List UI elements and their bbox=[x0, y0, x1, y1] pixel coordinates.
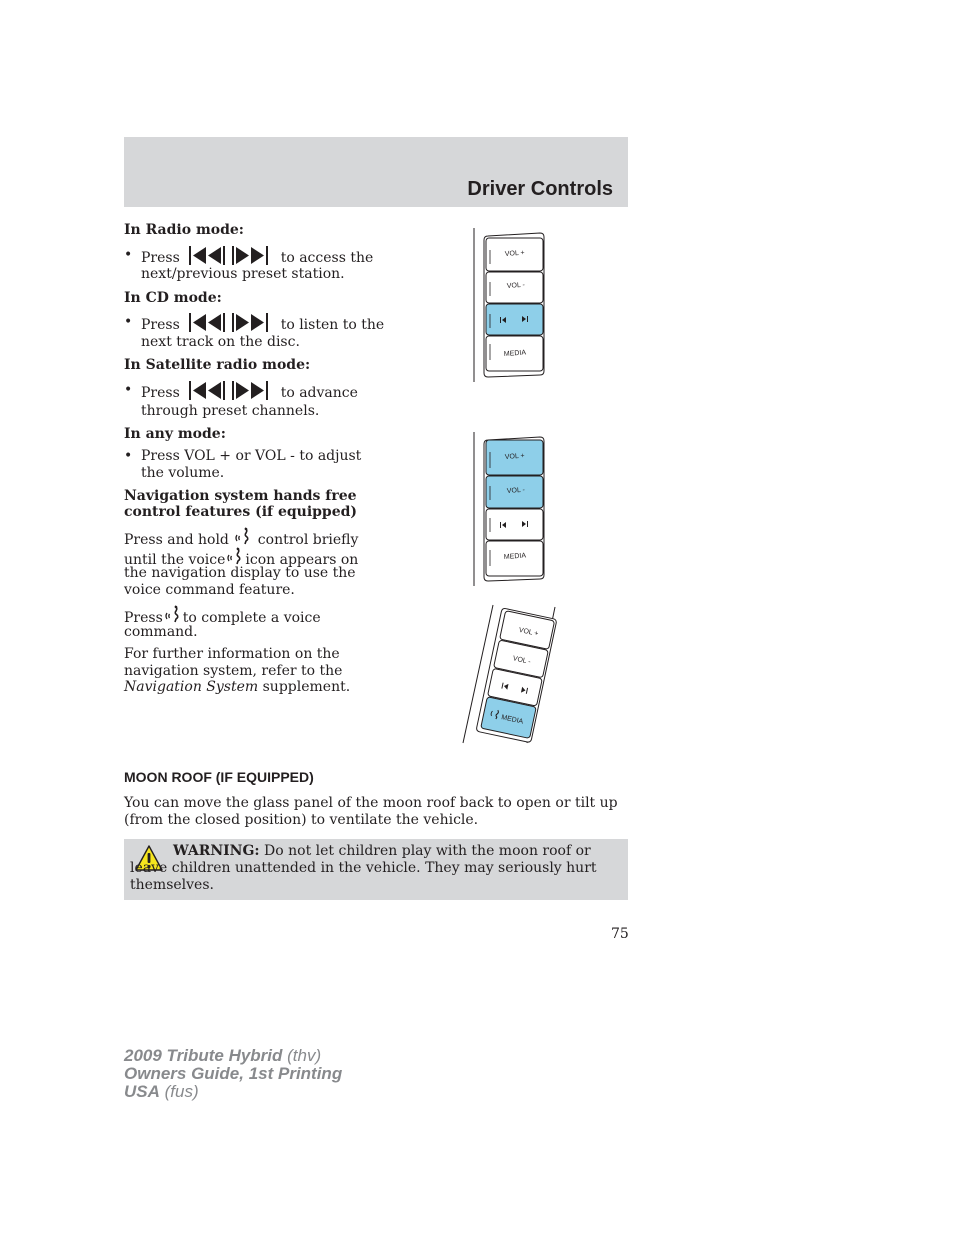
moonroof-body-line2: (from the closed position) to ventilate the vehicle. bbox=[124, 812, 479, 828]
nav-paragraph-1-line3: the navigation display to use the bbox=[124, 565, 356, 581]
warning-box bbox=[124, 839, 628, 900]
bullet-dot: • bbox=[124, 314, 133, 330]
vol-minus-label: VOL - bbox=[506, 486, 526, 495]
seek-buttons-icon bbox=[188, 246, 272, 265]
vol-plus-label: VOL + bbox=[518, 626, 539, 638]
bullet-text: next track on the disc. bbox=[141, 334, 300, 350]
section-heading: MOON ROOF (IF EQUIPPED) bbox=[124, 769, 314, 785]
nav-paragraph-1-line2: until the voice icon appears on bbox=[124, 547, 358, 569]
bullet-text: Press bbox=[141, 385, 180, 401]
nav-heading-line2: control features (if equipped) bbox=[124, 504, 358, 520]
voice-icon bbox=[227, 547, 243, 567]
vol-plus-label: VOL + bbox=[504, 452, 525, 461]
media-label: MEDIA bbox=[503, 552, 527, 561]
steering-controls-illustration-seek bbox=[470, 228, 550, 383]
bullet-text: next/previous preset station. bbox=[141, 266, 345, 282]
footer-line3: USA (fus) bbox=[124, 1082, 199, 1101]
steering-controls-illustration-voice bbox=[455, 603, 565, 745]
seek-buttons-icon bbox=[188, 381, 272, 400]
cd-mode-heading: In CD mode: bbox=[124, 290, 222, 306]
moonroof-body-line1: You can move the glass panel of the moon roof back to open or tilt up bbox=[124, 795, 618, 811]
page-title: Driver Controls bbox=[467, 178, 613, 200]
any-mode-heading: In any mode: bbox=[124, 426, 226, 442]
bullet-text: Press bbox=[141, 250, 180, 266]
vol-minus-label: VOL - bbox=[506, 281, 526, 290]
nav-paragraph-1-line1: Press and hold control briefly bbox=[124, 527, 358, 549]
satellite-mode-heading: In Satellite radio mode: bbox=[124, 357, 311, 373]
footer bbox=[124, 1047, 342, 1101]
media-label: MEDIA bbox=[500, 714, 524, 726]
page-number: 75 bbox=[611, 926, 629, 942]
bullet-text: to access the bbox=[280, 250, 374, 266]
bullet-text: through preset channels. bbox=[141, 403, 320, 419]
bullet-text: to advance bbox=[280, 385, 358, 401]
nav-paragraph-2-line2: command. bbox=[124, 624, 198, 640]
warning-text: WARNING: Do not let children play with the moon roof or leave children unattended in the vehicle. They may seriously hurt themselves. bbox=[130, 843, 597, 893]
nav-paragraph-1-line4: voice command feature. bbox=[124, 582, 295, 598]
bullet-text: Press bbox=[141, 317, 180, 333]
bullet-dot: • bbox=[124, 247, 133, 263]
voice-icon bbox=[165, 605, 181, 625]
steering-controls-illustration-volume bbox=[470, 432, 550, 587]
seek-buttons-icon bbox=[188, 313, 272, 332]
bullet-text: to listen to the bbox=[280, 317, 385, 333]
nav-paragraph-3-line2: navigation system, refer to the bbox=[124, 663, 343, 679]
voice-icon bbox=[235, 527, 251, 547]
nav-paragraph-3-line3: Navigation System supplement. bbox=[124, 679, 351, 695]
bullet-dot: • bbox=[124, 382, 133, 398]
nav-paragraph-3-line1: For further information on the bbox=[124, 646, 340, 662]
footer-line2: Owners Guide, 1st Printing bbox=[124, 1064, 343, 1083]
vol-plus-label: VOL + bbox=[504, 249, 525, 258]
nav-paragraph-2-line1: Press to complete a voice bbox=[124, 605, 321, 627]
radio-mode-heading: In Radio mode: bbox=[124, 222, 244, 238]
bullet-dot: • bbox=[124, 448, 133, 464]
bullet-text: the volume. bbox=[141, 465, 225, 481]
bullet-text: Press VOL + or VOL - to adjust bbox=[141, 448, 362, 464]
header-bar bbox=[124, 137, 628, 207]
media-label: MEDIA bbox=[503, 349, 527, 358]
vol-minus-label: VOL - bbox=[512, 655, 532, 666]
nav-heading-line1: Navigation system hands free bbox=[124, 488, 357, 504]
footer-line1: 2009 Tribute Hybrid (thv) bbox=[124, 1046, 322, 1065]
